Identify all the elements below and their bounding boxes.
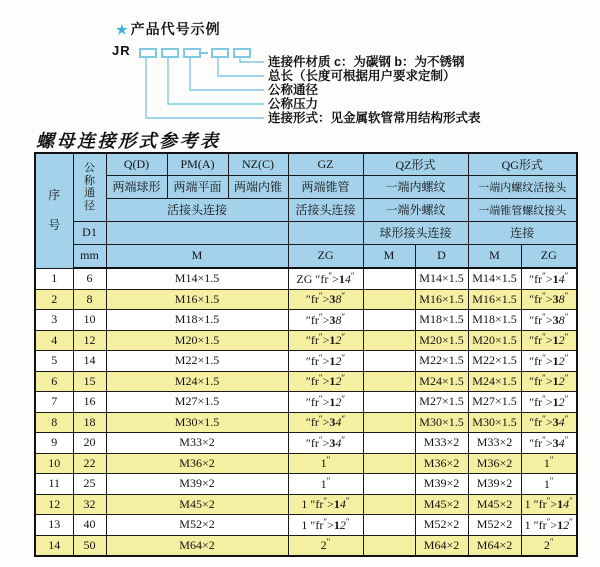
cell-dn-mm: 22 <box>73 453 106 474</box>
table-row <box>35 494 577 515</box>
code-box-5 <box>233 48 251 58</box>
cell-gz-thread: ″fr″>12″ <box>288 351 363 372</box>
cell-seq: 10 <box>35 453 73 474</box>
table-row <box>35 535 577 556</box>
cell-dn-mm: 25 <box>73 474 106 495</box>
cell-seq: 12 <box>35 494 73 515</box>
cell-m-thread: M33×2 <box>106 433 288 454</box>
cell-seq: 1 <box>35 268 73 289</box>
cell-m-thread: M52×2 <box>106 515 288 536</box>
cell-m-thread: M24×1.5 <box>106 371 288 392</box>
cell-dn-mm: 12 <box>73 330 106 351</box>
cell-qz-m <box>363 371 415 392</box>
header-tongjing-char: 称 <box>84 174 95 187</box>
cell-qg-zg: 1 ″fr″>12″ <box>521 515 577 536</box>
table-row <box>35 330 577 351</box>
cell-qz-d: M36×2 <box>415 453 468 474</box>
code-box-3 <box>183 48 201 58</box>
cell-seq: 7 <box>35 392 73 413</box>
cell-qg-zg: ″fr″>34″ <box>521 433 577 454</box>
header-xuhao-char: 序 <box>48 187 61 202</box>
header-qz-code: QZ形式 <box>363 153 468 175</box>
table-row <box>35 289 577 310</box>
cell-seq: 5 <box>35 351 73 372</box>
cell-qg-zg: 2″ <box>521 535 577 556</box>
header-gz-conn: 活接头连接 <box>288 198 363 221</box>
cell-seq: 8 <box>35 412 73 433</box>
cell-m-thread: M45×2 <box>106 494 288 515</box>
header-tongjing-char: 径 <box>84 199 95 212</box>
cell-qz-d: M22×1.5 <box>415 351 468 372</box>
cell-qz-m <box>363 474 415 495</box>
header-qz-desc2: 一端外螺纹 <box>363 198 468 221</box>
cell-qg-m: M45×2 <box>468 494 521 515</box>
cell-seq: 14 <box>35 535 73 556</box>
header-tongjing-char: 公 <box>84 161 95 174</box>
cell-m-thread: M18×1.5 <box>106 310 288 331</box>
cell-qg-m: M30×1.5 <box>468 412 521 433</box>
cell-seq: 4 <box>35 330 73 351</box>
cell-seq: 9 <box>35 433 73 454</box>
cell-dn-mm: 18 <box>73 412 106 433</box>
cell-gz-thread: 2″ <box>288 535 363 556</box>
cell-qz-m <box>363 351 415 372</box>
cell-gz-thread: ″fr″>12″ <box>288 371 363 392</box>
table-row <box>35 453 577 474</box>
cell-gz-thread: 1 ″fr″>14″ <box>288 494 363 515</box>
cell-m-thread: M39×2 <box>106 474 288 495</box>
cell-qz-m <box>363 494 415 515</box>
cell-seq: 6 <box>35 371 73 392</box>
cell-dn-mm: 15 <box>73 371 106 392</box>
cell-gz-thread: 1 ″fr″>12″ <box>288 515 363 536</box>
cell-gz-thread: ″fr″>34″ <box>288 412 363 433</box>
cell-gz-thread: 1″ <box>288 453 363 474</box>
cell-qz-d: M64×2 <box>415 535 468 556</box>
cell-qz-d: M33×2 <box>415 433 468 454</box>
code-box-2 <box>161 48 179 58</box>
cell-m-thread: M64×2 <box>106 535 288 556</box>
cell-qg-zg: 1 ″fr″>14″ <box>521 494 577 515</box>
cell-dn-mm: 20 <box>73 433 106 454</box>
header-m-span: M <box>106 244 288 268</box>
table-row <box>35 310 577 331</box>
header-d1: D1 <box>73 221 106 244</box>
header-qg-code: QG形式 <box>468 153 577 175</box>
header-pm-desc: 两端平面 <box>167 175 228 198</box>
code-prefix: JR <box>112 43 131 58</box>
cell-qg-zg: 1″ <box>521 474 577 495</box>
cell-qz-m <box>363 392 415 413</box>
header-qg-desc1: 一端内螺纹活接头 <box>468 175 577 198</box>
cell-qz-m <box>363 330 415 351</box>
cell-qg-m: M24×1.5 <box>468 371 521 392</box>
cell-qz-m <box>363 433 415 454</box>
cell-qg-zg: 1″ <box>521 453 577 474</box>
cell-gz-thread: ″fr″>38″ <box>288 289 363 310</box>
cell-m-thread: M30×1.5 <box>106 412 288 433</box>
cell-qz-m <box>363 453 415 474</box>
star-icon: ★ <box>116 22 129 37</box>
cell-dn-mm: 16 <box>73 392 106 413</box>
cell-gz-thread: ″fr″>34″ <box>288 433 363 454</box>
cell-qg-m: M22×1.5 <box>468 351 521 372</box>
table-row <box>35 371 577 392</box>
header-qg-conn: 连接 <box>468 221 577 244</box>
table-row <box>35 515 577 536</box>
header-gz-desc: 两端锥管 <box>288 175 363 198</box>
cell-seq: 13 <box>35 515 73 536</box>
cell-qg-zg: ″fr″>12″ <box>521 351 577 372</box>
product-code-heading <box>116 19 221 39</box>
code-dash <box>200 52 208 54</box>
table-title: 螺母连接形式参考表 <box>36 131 221 151</box>
table-body <box>35 268 577 556</box>
cell-dn-mm: 6 <box>73 268 106 289</box>
table-row <box>35 392 577 413</box>
header-empty-cell <box>106 221 288 244</box>
callout-label-diameter: 公称通径 <box>268 83 319 97</box>
cell-qg-m: M16×1.5 <box>468 289 521 310</box>
cell-m-thread: M20×1.5 <box>106 330 288 351</box>
header-q-code: Q(D) <box>106 153 167 175</box>
cell-qz-m <box>363 268 415 289</box>
cell-qz-d: M30×1.5 <box>415 412 468 433</box>
cell-m-thread: M27×1.5 <box>106 392 288 413</box>
cell-dn-mm: 50 <box>73 535 106 556</box>
cell-m-thread: M16×1.5 <box>106 289 288 310</box>
cell-seq: 3 <box>35 310 73 331</box>
cell-dn-mm: 32 <box>73 494 106 515</box>
cell-qz-d: M16×1.5 <box>415 289 468 310</box>
header-qz-unit-d: D <box>415 244 468 268</box>
header-tongjing-char: 通 <box>84 187 95 200</box>
header-gz-unit: ZG <box>288 244 363 268</box>
cell-qz-d: M45×2 <box>415 494 468 515</box>
header-qz-desc1: 一端内螺纹 <box>363 175 468 198</box>
cell-qg-m: M14×1.5 <box>468 268 521 289</box>
cell-gz-thread: ″fr″>12″ <box>288 392 363 413</box>
cell-qg-m: M64×2 <box>468 535 521 556</box>
header-qz-conn: 球形接头连接 <box>363 221 468 244</box>
product-code-heading-text: 产品代号示例 <box>130 21 221 37</box>
cell-gz-thread: 1″ <box>288 474 363 495</box>
cell-qz-d: M18×1.5 <box>415 310 468 331</box>
cell-seq: 2 <box>35 289 73 310</box>
cell-qz-d: M24×1.5 <box>415 371 468 392</box>
header-q-desc: 两端球形 <box>106 175 167 198</box>
header-nz-desc: 两端内锥 <box>228 175 288 198</box>
header-tongjing <box>73 153 106 221</box>
cell-dn-mm: 8 <box>73 289 106 310</box>
cell-m-thread: M22×1.5 <box>106 351 288 372</box>
table-row <box>35 268 577 289</box>
callout-label-connection: 连接形式：见金属软管常用结构形式表 <box>268 111 481 125</box>
cell-qz-m <box>363 412 415 433</box>
cell-qg-zg: ″fr″>12″ <box>521 371 577 392</box>
header-qg-unit-zg: ZG <box>521 244 577 268</box>
cell-seq: 11 <box>35 474 73 495</box>
header-xuhao <box>35 153 73 268</box>
cell-qg-zg: ″fr″>38″ <box>521 289 577 310</box>
cell-qg-m: M39×2 <box>468 474 521 495</box>
header-qpmnz-conn: 活接头连接 <box>106 198 288 221</box>
cell-gz-thread: ZG ″fr″>14″ <box>288 268 363 289</box>
callout-labels <box>268 55 481 125</box>
header-nz-code: NZ(C) <box>228 153 288 175</box>
table-row <box>35 351 577 372</box>
callout-label-length: 总长（长度可根据用户要求定制） <box>268 69 456 83</box>
cell-dn-mm: 40 <box>73 515 106 536</box>
cell-qg-zg: ″fr″>38″ <box>521 310 577 331</box>
cell-qz-d: M27×1.5 <box>415 392 468 413</box>
nut-connection-table <box>34 152 578 557</box>
cell-qg-m: M33×2 <box>468 433 521 454</box>
cell-dn-mm: 10 <box>73 310 106 331</box>
cell-m-thread: M36×2 <box>106 453 288 474</box>
cell-qz-m <box>363 535 415 556</box>
cell-qg-zg: ″fr″>34″ <box>521 412 577 433</box>
header-qg-desc2: 一端锥管螺纹接头 <box>468 198 577 221</box>
cell-gz-thread: ″fr″>12″ <box>288 330 363 351</box>
cell-qg-zg: ″fr″>14″ <box>521 268 577 289</box>
header-qg-unit-m: M <box>468 244 521 268</box>
cell-m-thread: M14×1.5 <box>106 268 288 289</box>
cell-qz-m <box>363 310 415 331</box>
cell-qg-zg: ″fr″>12″ <box>521 392 577 413</box>
cell-qg-m: M52×2 <box>468 515 521 536</box>
table-row <box>35 474 577 495</box>
code-box-1 <box>139 48 157 58</box>
callout-label-pressure: 公称压力 <box>268 97 319 111</box>
cell-qg-m: M36×2 <box>468 453 521 474</box>
header-xuhao-char: 号 <box>48 217 61 232</box>
header-gz-code: GZ <box>288 153 363 175</box>
cell-qg-m: M20×1.5 <box>468 330 521 351</box>
header-empty-cell <box>288 221 363 244</box>
cell-gz-thread: ″fr″>38″ <box>288 310 363 331</box>
cell-qz-m <box>363 515 415 536</box>
table-row <box>35 412 577 433</box>
header-pm-code: PM(A) <box>167 153 228 175</box>
cell-qz-m <box>363 289 415 310</box>
cell-qz-d: M39×2 <box>415 474 468 495</box>
code-box-4 <box>211 48 229 58</box>
header-qz-unit-m: M <box>363 244 415 268</box>
table-row <box>35 433 577 454</box>
cell-qg-zg: ″fr″>12″ <box>521 330 577 351</box>
header-mm: mm <box>73 244 106 268</box>
cell-dn-mm: 14 <box>73 351 106 372</box>
cell-qg-m: M27×1.5 <box>468 392 521 413</box>
cell-qz-d: M20×1.5 <box>415 330 468 351</box>
callout-label-material: 连接件材质 c：为碳钢 b：为不锈钢 <box>268 55 465 69</box>
cell-qz-d: M52×2 <box>415 515 468 536</box>
cell-qg-m: M18×1.5 <box>468 310 521 331</box>
cell-qz-d: M14×1.5 <box>415 268 468 289</box>
